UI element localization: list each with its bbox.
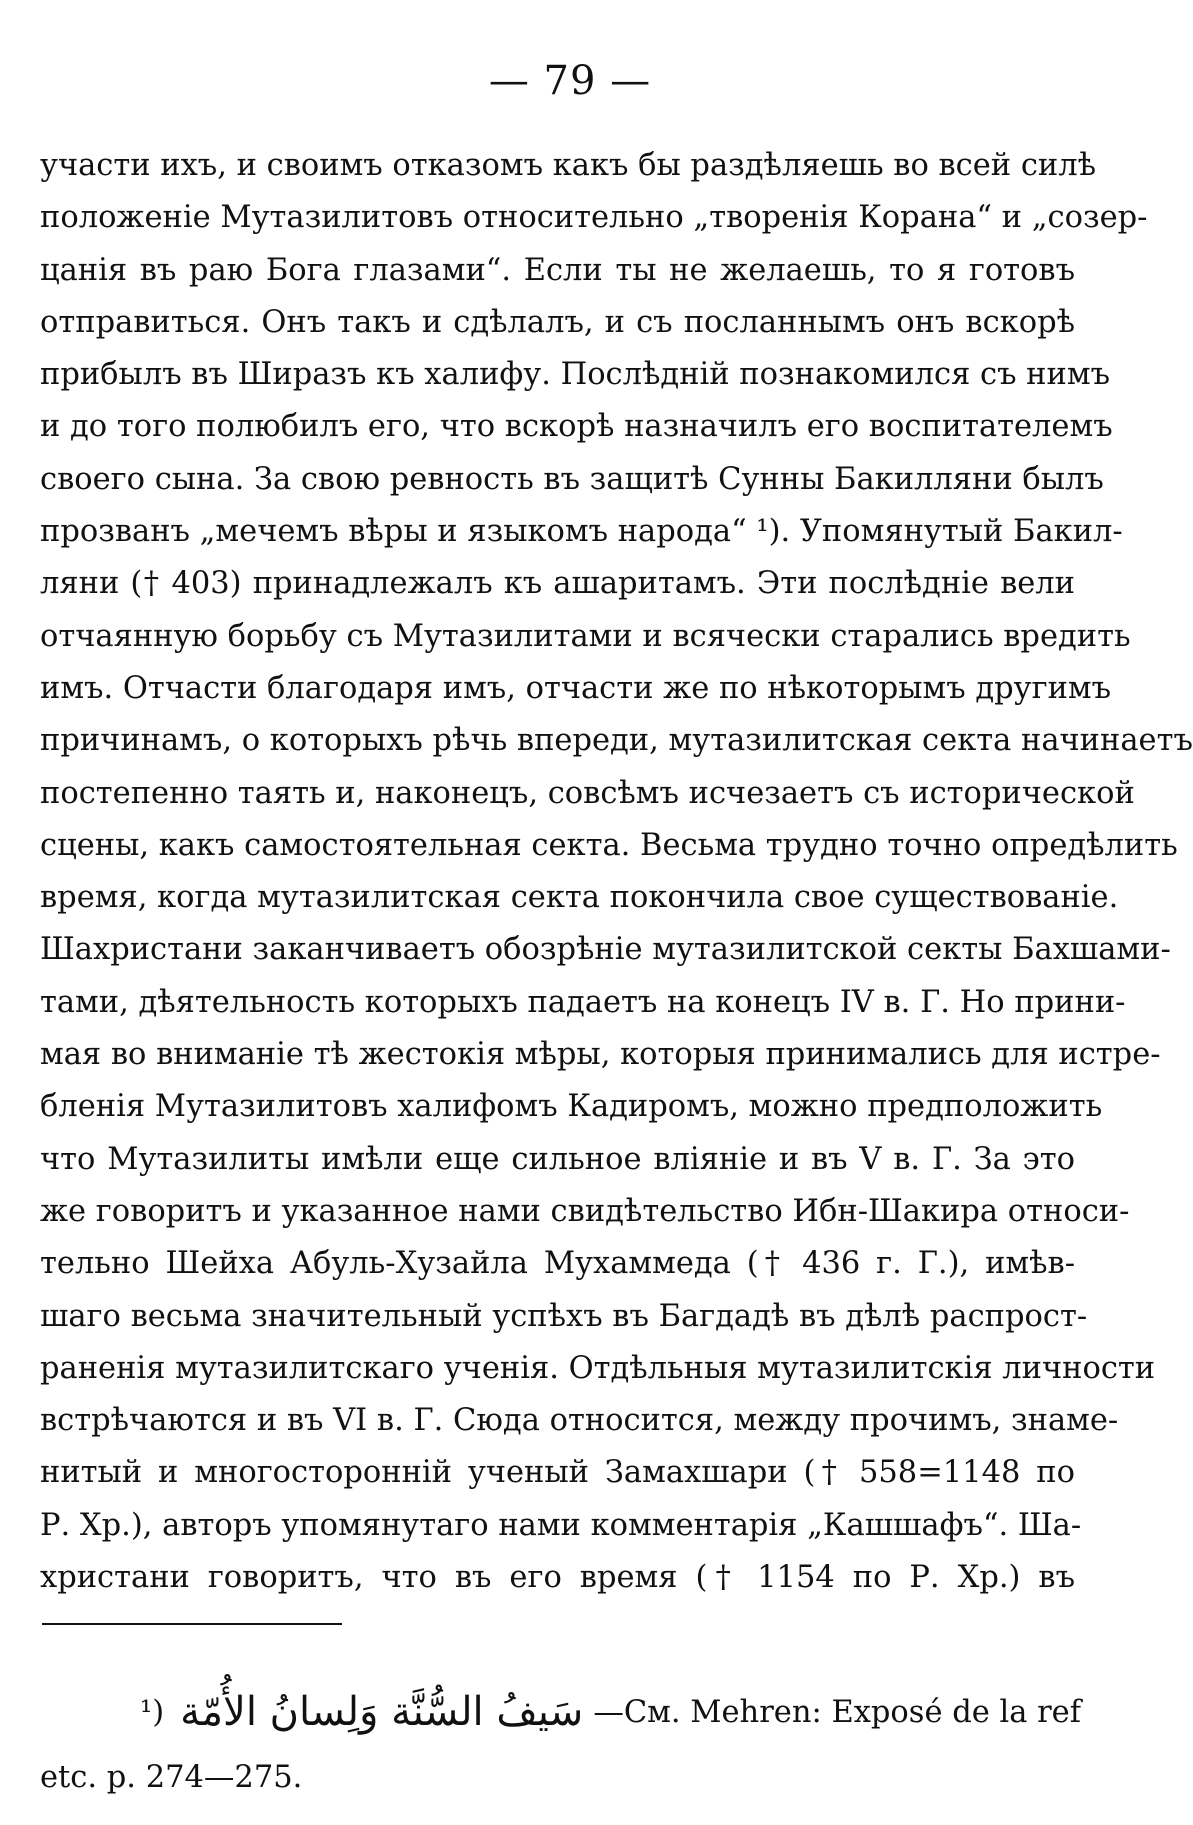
footnote-arabic-text: سَيفُ السُّنَّة وَلِسانُ الأُمّة	[180, 1689, 584, 1735]
text-line: участи ихъ, и своимъ отказомъ какъ бы раздѣляешь во всей силѣ	[40, 148, 1097, 183]
text-line: отчаянную борьбу съ Мутазилитами и всячески старались вредить	[40, 618, 1131, 654]
footnote-continuation: etc. p. 274—275.	[40, 1760, 303, 1795]
text-line: прибылъ въ Ширазъ къ халифу. Послѣдній познакомился съ нимъ	[40, 357, 1110, 393]
text-line: постепенно таять и, наконецъ, совсѣмъ исчезаетъ съ исторической	[40, 775, 1135, 811]
footnote-divider	[42, 1623, 342, 1625]
text-line: тами, дѣятельность которыхъ падаетъ на конецъ IV в. Г. Но прини-	[40, 984, 1126, 1020]
text-line: своего сына. За свою ревность въ защитѣ Сунны Бакилляни былъ	[40, 461, 1104, 497]
text-line: прозванъ „мечемъ вѣры и языкомъ народа“ ¹). Упомянутый Бакил-	[40, 514, 1123, 550]
text-line: причинамъ, о которыхъ рѣчь впереди, мутазилитская секта начинаетъ	[40, 723, 1193, 759]
text-line: что Мутазилиты имѣли еще сильное вліяніе и въ V в. Г. За это	[40, 1141, 1075, 1177]
text-line: сцены, какъ самостоятельная секта. Весьма трудно точно опредѣлить	[40, 827, 1178, 863]
text-line: Шахристани заканчиваетъ обозрѣніе мутазилитской секты Бахшами-	[40, 932, 1171, 968]
text-line: и до того полюбилъ его, что вскорѣ назначилъ его воспитателемъ	[40, 409, 1113, 445]
footnote-citation: —См. Mehren: Exposé de la ref	[593, 1694, 1082, 1730]
text-line: тельно Шейха Абуль-Хузайла Мухаммеда († 436 г. Г.), имѣв-	[40, 1246, 1075, 1282]
footnote-marker: ¹)	[140, 1694, 165, 1730]
text-line: бленія Мутазилитовъ халифомъ Кадиромъ, можно предположить	[40, 1089, 1103, 1125]
text-line: время, когда мутазилитская секта покончила свое существованіе.	[40, 880, 1119, 916]
footnote-first-line	[40, 1682, 1082, 1742]
text-line: ляни († 403) принадлежалъ къ ашаритамъ. Эти послѣдніе вели	[40, 566, 1075, 602]
page-number: — 79 —	[488, 58, 652, 104]
text-line: положеніе Мутазилитовъ относительно „творенія Корана“ и „созер-	[40, 200, 1148, 236]
text-line: христани говоритъ, что въ его время († 1154 по Р. Хр.) въ	[40, 1560, 1075, 1596]
body-text	[40, 140, 1193, 1604]
text-line: цанія въ раю Бога глазами“. Если ты не желаешь, то я готовъ	[40, 252, 1075, 288]
text-line: отправиться. Онъ такъ и сдѣлалъ, и съ посланнымъ онъ вскорѣ	[40, 304, 1075, 340]
footnote	[40, 1682, 1082, 1806]
text-line: нитый и многосторонній ученый Замахшари († 558=1148 по	[40, 1455, 1075, 1491]
text-line: же говоритъ и указанное нами свидѣтельство Ибн-Шакира относи-	[40, 1193, 1130, 1229]
text-line: Р. Хр.), авторъ упомянутаго нами комментарія „Кашшафъ“. Ша-	[40, 1507, 1082, 1543]
text-line: шаго весьма значительный успѣхъ въ Багдадѣ въ дѣлѣ распрост-	[40, 1298, 1088, 1334]
text-line: мая во вниманіе тѣ жестокія мѣры, которыя принимались для истре-	[40, 1037, 1161, 1073]
text-line: встрѣчаются и въ VI в. Г. Сюда относится, между прочимъ, знаме-	[40, 1403, 1119, 1439]
text-line: имъ. Отчасти благодаря имъ, отчасти же по нѣкоторымъ другимъ	[40, 670, 1112, 706]
text-line: раненія мутазилитскаго ученія. Отдѣльныя мутазилитскія личности	[40, 1350, 1156, 1386]
